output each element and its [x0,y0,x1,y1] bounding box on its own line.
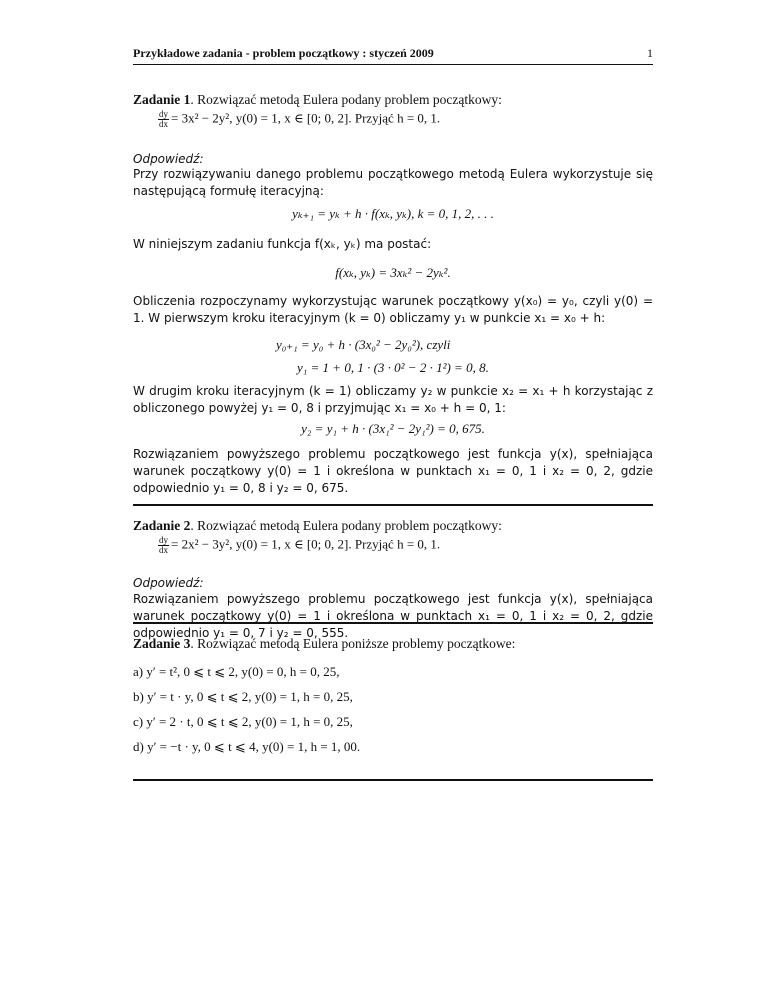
frac-denominator: dx [159,545,168,555]
zadanie1-heading [133,92,502,108]
zadanie1-fraction [158,110,169,129]
zadanie2-answer-label [133,575,653,592]
step1-line1: y₀₊₁ = y₀ + h · (3x₀² − 2y₀²), czyli [276,337,451,352]
zadanie1-equation-text: = 3x² − 2y², y(0) = 1, x ∈ [0; 0, 2]. Przyjąć h = 0, 1. [171,110,441,126]
func-intro: W niniejszym zadaniu funkcja f(xₖ, yₖ) ma postać: [133,237,432,251]
header-title: Przykładowe zadania - problem początkowy : styczeń 2009 [133,46,434,60]
zadanie1-prompt: . Rozwiązać metodą Eulera podany problem początkowy: [190,92,502,107]
list-item-d: d) y′ = −t · y, 0 ⩽ t ⩽ 4, y(0) = 1, h = 1, 00. [133,739,361,754]
page-number: 1 [647,46,653,60]
zadanie2-conclusion: Rozwiązaniem powyższego problemu początkowego jest funkcja y(x), spełniająca warunek początkowy y(0) = 1 i określona w punktach x₁ = 0, 1 i x₂ = 0, 2, gdzie odpowiednio y₁ = 0, 7 i y₂ = 0, 555. [133,592,653,640]
zadanie3-prompt: . Rozwiązać metodą Eulera poniższe problemy początkowe: [190,636,516,651]
zadanie2-prompt: . Rozwiązać metodą Eulera podany problem początkowy: [190,518,502,533]
frac-numerator: dy [159,109,168,119]
zadanie2-heading [133,518,502,534]
header-rule [133,64,653,65]
step1-line2: y₁ = 1 + 0, 1 · (3 · 0² − 2 · 1²) = 0, 8. [297,360,489,375]
page-header [133,46,653,61]
section-divider-2 [133,622,653,624]
zadanie1-conclusion: Rozwiązaniem powyższego problemu początkowego jest funkcja y(x), spełniająca warunek początkowy y(0) = 1 i określona w punktach x₁ = 0, 1 i x₂ = 0, 2, gdzie odpowiednio y₁ = 0, 8 i y₂ = 0, 675. [133,447,653,495]
formula-f: f(xₖ, yₖ) = 3xₖ² − 2yₖ². [335,265,451,280]
zadanie1-equation [158,110,440,129]
zadanie1-label: Zadanie 1 [133,92,191,107]
answer-label: Odpowiedź: [133,152,204,166]
zadanie2-equation-text: = 2x² − 3y², y(0) = 1, x ∈ [0; 0, 2]. Przyjąć h = 0, 1. [171,536,441,552]
zadanie3-heading [133,636,515,652]
step2-formula: y₂ = y₁ + h · (3x₁² − 2y₁²) = 0, 675. [301,421,485,436]
zadanie3-label: Zadanie 3 [133,636,191,651]
zadanie2-label: Zadanie 2 [133,518,191,533]
frac-denominator: dx [159,119,168,129]
list-item-c: c) y′ = 2 · t, 0 ⩽ t ⩽ 2, y(0) = 1, h = 0, 25, [133,714,353,729]
frac-numerator: dy [159,535,168,545]
section-divider-1 [133,504,653,506]
step2-text: W drugim kroku iteracyjnym (k = 1) obliczamy y₂ w punkcie x₂ = x₁ + h korzystając z obliczonego powyżej y₁ = 0, 8 i przyjmując x₁ = x₀ + h = 0, 1: [133,384,653,415]
answer-label: Odpowiedź: [133,576,204,590]
zadanie2-fraction [158,536,169,555]
zadanie1-answer-intro: Przy rozwiązywaniu danego problemu początkowego metodą Eulera wykorzystuje się następującą formułę iteracyjną: [133,167,653,198]
start-text: Obliczenia rozpoczynamy wykorzystując warunek początkowy y(x₀) = y₀, czyli y(0) = 1. W pierwszym kroku iteracyjnym (k = 0) obliczamy y₁ w punkcie x₁ = x₀ + h: [133,294,653,325]
zadanie2-equation [158,536,440,555]
list-item-b: b) y′ = t · y, 0 ⩽ t ⩽ 2, y(0) = 1, h = 0, 25, [133,689,353,704]
list-item-a: a) y′ = t², 0 ⩽ t ⩽ 2, y(0) = 0, h = 0, 25, [133,664,340,679]
formula-iteration: yₖ₊₁ = yₖ + h · f(xₖ, yₖ), k = 0, 1, 2, . . . [292,206,494,221]
section-divider-3 [133,779,653,781]
